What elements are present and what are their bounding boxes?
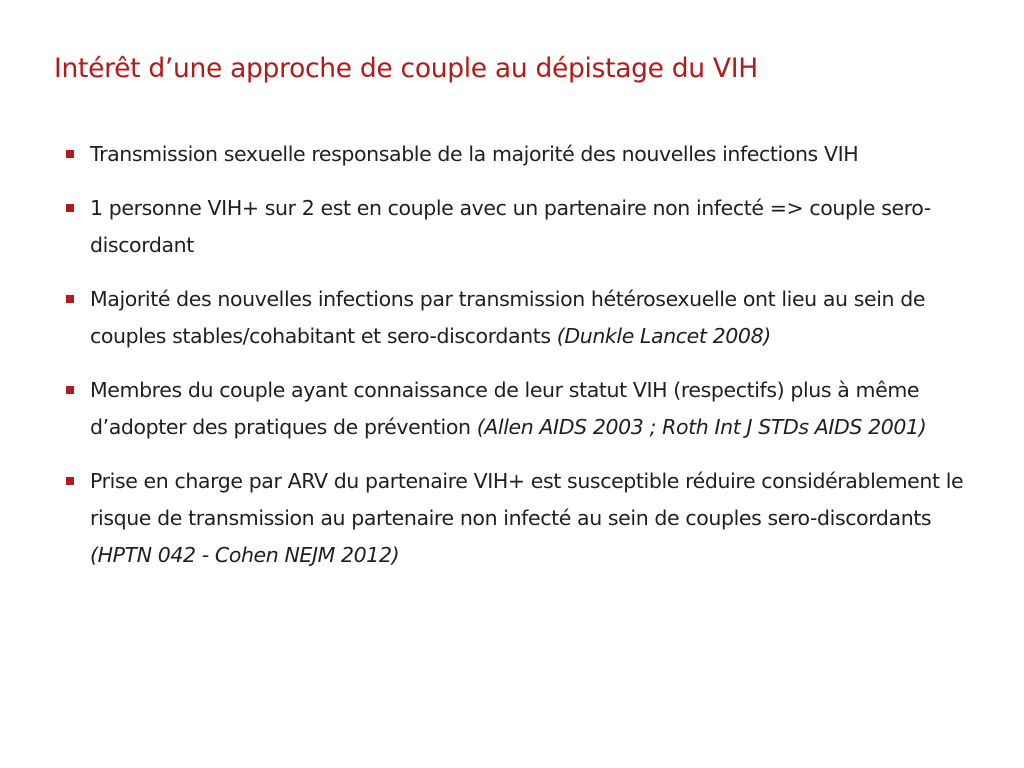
square-bullet-icon [66, 204, 74, 212]
bullet-text: Membres du couple ayant connaissance de leur statut VIH (respectifs) plus à même d’adopter des pratiques de prévention [90, 378, 920, 439]
bullet-citation: (HPTN 042 - Cohen NEJM 2012) [90, 543, 400, 567]
bullet-item [60, 463, 980, 574]
bullet-citation: (Dunkle Lancet 2008) [556, 324, 771, 348]
square-bullet-icon [66, 150, 74, 158]
bullet-text: Majorité des nouvelles infections par transmission hétérosexuelle ont lieu au sein de couples stables/cohabitant et sero-discordants [90, 287, 926, 348]
bullet-text: Transmission sexuelle responsable de la majorité des nouvelles infections VIH [90, 142, 859, 166]
bullet-text: Prise en charge par ARV du partenaire VIH+ est susceptible réduire considérablement le risque de transmission au partenaire non infecté au sein de couples sero-discordants [90, 469, 964, 530]
bullet-list [60, 136, 980, 591]
square-bullet-icon [66, 386, 74, 394]
bullet-text: 1 personne VIH+ sur 2 est en couple avec un partenaire non infecté => couple sero-discordant [90, 196, 931, 257]
bullet-citation: (Allen AIDS 2003 ; Roth Int J STDs AIDS 2001) [476, 415, 927, 439]
bullet-item [60, 136, 980, 173]
square-bullet-icon [66, 295, 74, 303]
slide-title: Intérêt d’une approche de couple au dépistage du VIH [54, 53, 758, 84]
bullet-item [60, 372, 980, 446]
square-bullet-icon [66, 477, 74, 485]
bullet-item [60, 190, 980, 264]
bullet-item [60, 281, 980, 355]
